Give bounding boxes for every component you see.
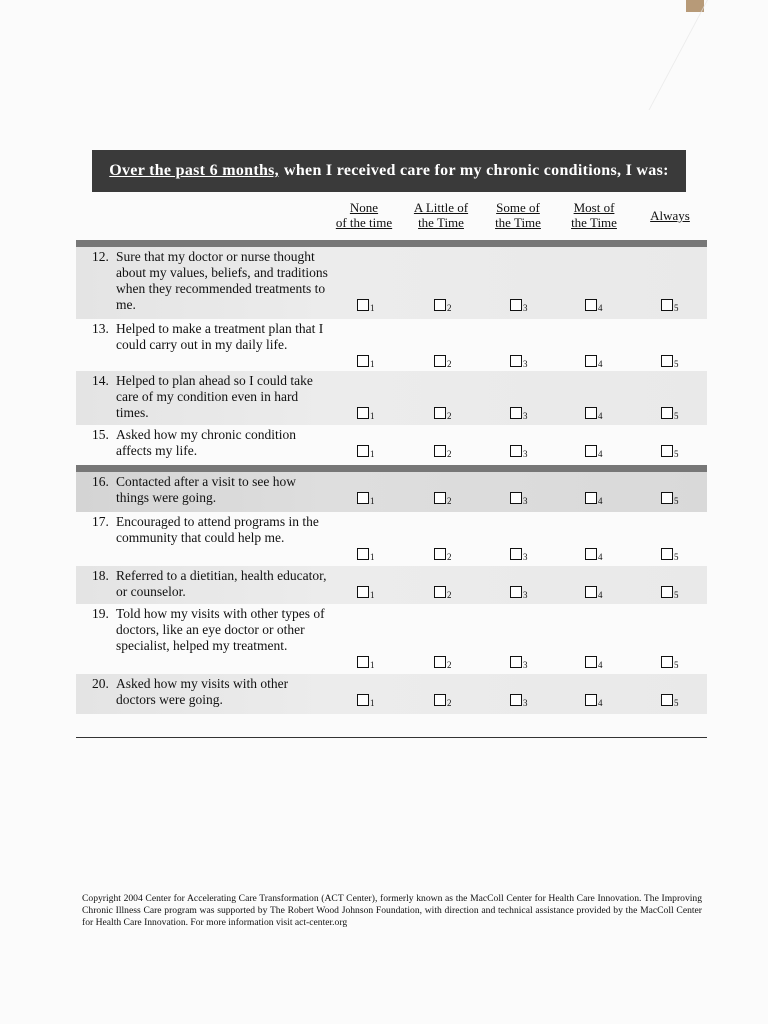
response-option-1[interactable] [357,547,387,563]
response-option-4[interactable] [585,693,615,709]
checkbox[interactable] [585,548,597,560]
response-option-1[interactable] [357,444,387,460]
response-option-4[interactable] [585,406,615,422]
option-number: 2 [447,359,452,369]
response-option-1[interactable] [357,354,387,370]
checkbox[interactable] [510,548,522,560]
option-number: 2 [447,411,452,421]
response-option-3[interactable] [510,406,540,422]
question-text: Helped to plan ahead so I could take care of my condition even in hard times. [116,373,313,420]
col-head-a-little: A Little of the Time [413,200,469,230]
response-option-2[interactable] [434,693,464,709]
response-option-5[interactable] [661,693,691,709]
checkbox[interactable] [434,299,446,311]
question-text: Asked how my chronic condition affects my life. [116,427,296,458]
question-number: 16. [92,474,109,489]
response-option-2[interactable] [434,547,464,563]
option-number: 4 [598,303,603,313]
option-number: 5 [674,411,679,421]
question-number: 12. [92,249,109,264]
option-number: 4 [598,660,603,670]
header-text: when I received care for my chronic conditions, I was: [283,162,669,179]
option-number: 5 [674,496,679,506]
response-option-4[interactable] [585,298,615,314]
question-row [76,371,707,425]
option-number: 5 [674,359,679,369]
question-number: 15. [92,427,109,442]
checkbox[interactable] [510,355,522,367]
response-option-2[interactable] [434,406,464,422]
option-number: 5 [674,449,679,459]
checkbox[interactable] [357,656,369,668]
checkbox[interactable] [661,492,673,504]
checkbox[interactable] [661,355,673,367]
question-row [76,247,707,319]
option-number: 5 [674,590,679,600]
option-number: 1 [370,552,375,562]
checkbox[interactable] [585,492,597,504]
response-option-1[interactable] [357,585,387,601]
column-headers [0,200,768,234]
option-number: 3 [523,552,528,562]
checkbox[interactable] [585,299,597,311]
checkbox[interactable] [510,586,522,598]
checkbox[interactable] [434,492,446,504]
response-option-1[interactable] [357,693,387,709]
question-number: 19. [92,606,109,621]
option-number: 2 [447,590,452,600]
checkbox[interactable] [357,548,369,560]
response-option-4[interactable] [585,585,615,601]
page-fold-line [649,0,768,110]
question-number: 20. [92,676,109,691]
col-head-always: Always [650,208,690,223]
question-text: Asked how my visits with other doctors were going. [116,676,289,707]
option-number: 3 [523,449,528,459]
checkbox[interactable] [585,656,597,668]
checkbox[interactable] [357,445,369,457]
checkbox[interactable] [357,407,369,419]
option-number: 1 [370,359,375,369]
response-option-1[interactable] [357,491,387,507]
copyright-notice: Copyright 2004 Center for Accelerating Care Transformation (ACT Center), formerly known as the MacColl Center for Health Care Innovation. The Improving Chronic Illness Care program was supported by The Robert Wood Johnson Foundation, with direction and technical assistance provided by the MacColl Center for Health Care Innovation. For more information visit act-center.org [82,893,702,928]
option-number: 2 [447,496,452,506]
checkbox[interactable] [434,548,446,560]
response-option-4[interactable] [585,491,615,507]
checkbox[interactable] [434,694,446,706]
option-number: 3 [523,590,528,600]
checkbox[interactable] [510,445,522,457]
response-option-2[interactable] [434,585,464,601]
checkbox[interactable] [585,445,597,457]
option-number: 5 [674,552,679,562]
question-number: 17. [92,514,109,529]
response-option-1[interactable] [357,655,387,671]
header-emphasis: Over the past 6 months, [109,162,279,179]
checkbox[interactable] [357,355,369,367]
checkbox[interactable] [661,656,673,668]
checkbox[interactable] [585,407,597,419]
checkbox[interactable] [661,445,673,457]
checkbox[interactable] [510,656,522,668]
option-number: 4 [598,552,603,562]
option-number: 1 [370,660,375,670]
question-row [76,566,707,604]
option-number: 4 [598,698,603,708]
checkbox[interactable] [661,694,673,706]
option-number: 1 [370,590,375,600]
checkbox[interactable] [510,299,522,311]
response-option-1[interactable] [357,406,387,422]
checkbox[interactable] [510,694,522,706]
checkbox[interactable] [434,445,446,457]
response-option-3[interactable] [510,444,540,460]
response-option-2[interactable] [434,354,464,370]
response-option-4[interactable] [585,354,615,370]
response-option-3[interactable] [510,491,540,507]
question-row [76,425,707,465]
option-number: 5 [674,303,679,313]
question-text: Contacted after a visit to see how things were going. [116,474,296,505]
response-option-5[interactable] [661,547,691,563]
checkbox[interactable] [434,656,446,668]
question-text: Encouraged to attend programs in the community that could help me. [116,514,319,545]
response-option-5[interactable] [661,298,691,314]
option-number: 3 [523,496,528,506]
checkbox[interactable] [357,586,369,598]
response-option-2[interactable] [434,655,464,671]
option-number: 5 [674,698,679,708]
checkbox[interactable] [357,492,369,504]
option-number: 3 [523,660,528,670]
question-text: Helped to make a treatment plan that I could carry out in my daily life. [116,321,324,352]
response-option-1[interactable] [357,298,387,314]
col-head-some: Some of the Time [495,200,541,230]
checkbox[interactable] [585,694,597,706]
option-number: 4 [598,411,603,421]
checkbox[interactable] [585,355,597,367]
response-option-4[interactable] [585,655,615,671]
response-option-2[interactable] [434,298,464,314]
option-number: 5 [674,660,679,670]
checkbox[interactable] [661,299,673,311]
section-header [92,150,686,192]
checkbox[interactable] [510,492,522,504]
option-number: 2 [447,552,452,562]
option-number: 3 [523,359,528,369]
option-number: 3 [523,303,528,313]
question-row [76,319,707,371]
response-option-5[interactable] [661,354,691,370]
checkbox[interactable] [585,586,597,598]
response-option-5[interactable] [661,585,691,601]
response-option-3[interactable] [510,354,540,370]
response-option-5[interactable] [661,655,691,671]
col-head-most: Most of the Time [571,200,617,230]
checkbox[interactable] [510,407,522,419]
option-number: 3 [523,411,528,421]
option-number: 2 [447,449,452,459]
option-number: 4 [598,590,603,600]
question-number: 13. [92,321,109,336]
question-number: 18. [92,568,109,583]
checkbox[interactable] [661,586,673,598]
table-top-rule [76,240,707,247]
option-number: 3 [523,698,528,708]
response-option-3[interactable] [510,693,540,709]
checkbox[interactable] [434,355,446,367]
table-bottom-rule [76,737,707,738]
section-divider-rule [76,465,707,472]
option-number: 4 [598,449,603,459]
option-number: 4 [598,496,603,506]
question-row [76,512,707,566]
question-number: 14. [92,373,109,388]
col-head-none: None of the time [335,200,393,230]
option-number: 1 [370,698,375,708]
option-number: 1 [370,496,375,506]
checkbox[interactable] [357,694,369,706]
option-number: 1 [370,303,375,313]
response-option-5[interactable] [661,406,691,422]
question-row [76,674,707,714]
option-number: 2 [447,660,452,670]
response-option-3[interactable] [510,298,540,314]
response-option-4[interactable] [585,444,615,460]
checkbox[interactable] [357,299,369,311]
response-option-5[interactable] [661,491,691,507]
question-row [76,604,707,674]
option-number: 2 [447,698,452,708]
option-number: 1 [370,449,375,459]
option-number: 1 [370,411,375,421]
checkbox[interactable] [661,407,673,419]
question-text: Referred to a dietitian, health educator, or counselor. [116,568,327,599]
checkbox[interactable] [661,548,673,560]
response-option-4[interactable] [585,547,615,563]
question-row [76,472,707,512]
checkbox[interactable] [434,586,446,598]
option-number: 4 [598,359,603,369]
question-text: Told how my visits with other types of doctors, like an eye doctor or other specialist, helped my treatment. [116,606,325,653]
response-option-2[interactable] [434,491,464,507]
response-option-3[interactable] [510,585,540,601]
response-option-3[interactable] [510,655,540,671]
option-number: 2 [447,303,452,313]
response-option-3[interactable] [510,547,540,563]
response-option-2[interactable] [434,444,464,460]
response-option-5[interactable] [661,444,691,460]
question-text: Sure that my doctor or nurse thought about my values, beliefs, and traditions when they recommended treatments to me. [116,249,328,312]
checkbox[interactable] [434,407,446,419]
